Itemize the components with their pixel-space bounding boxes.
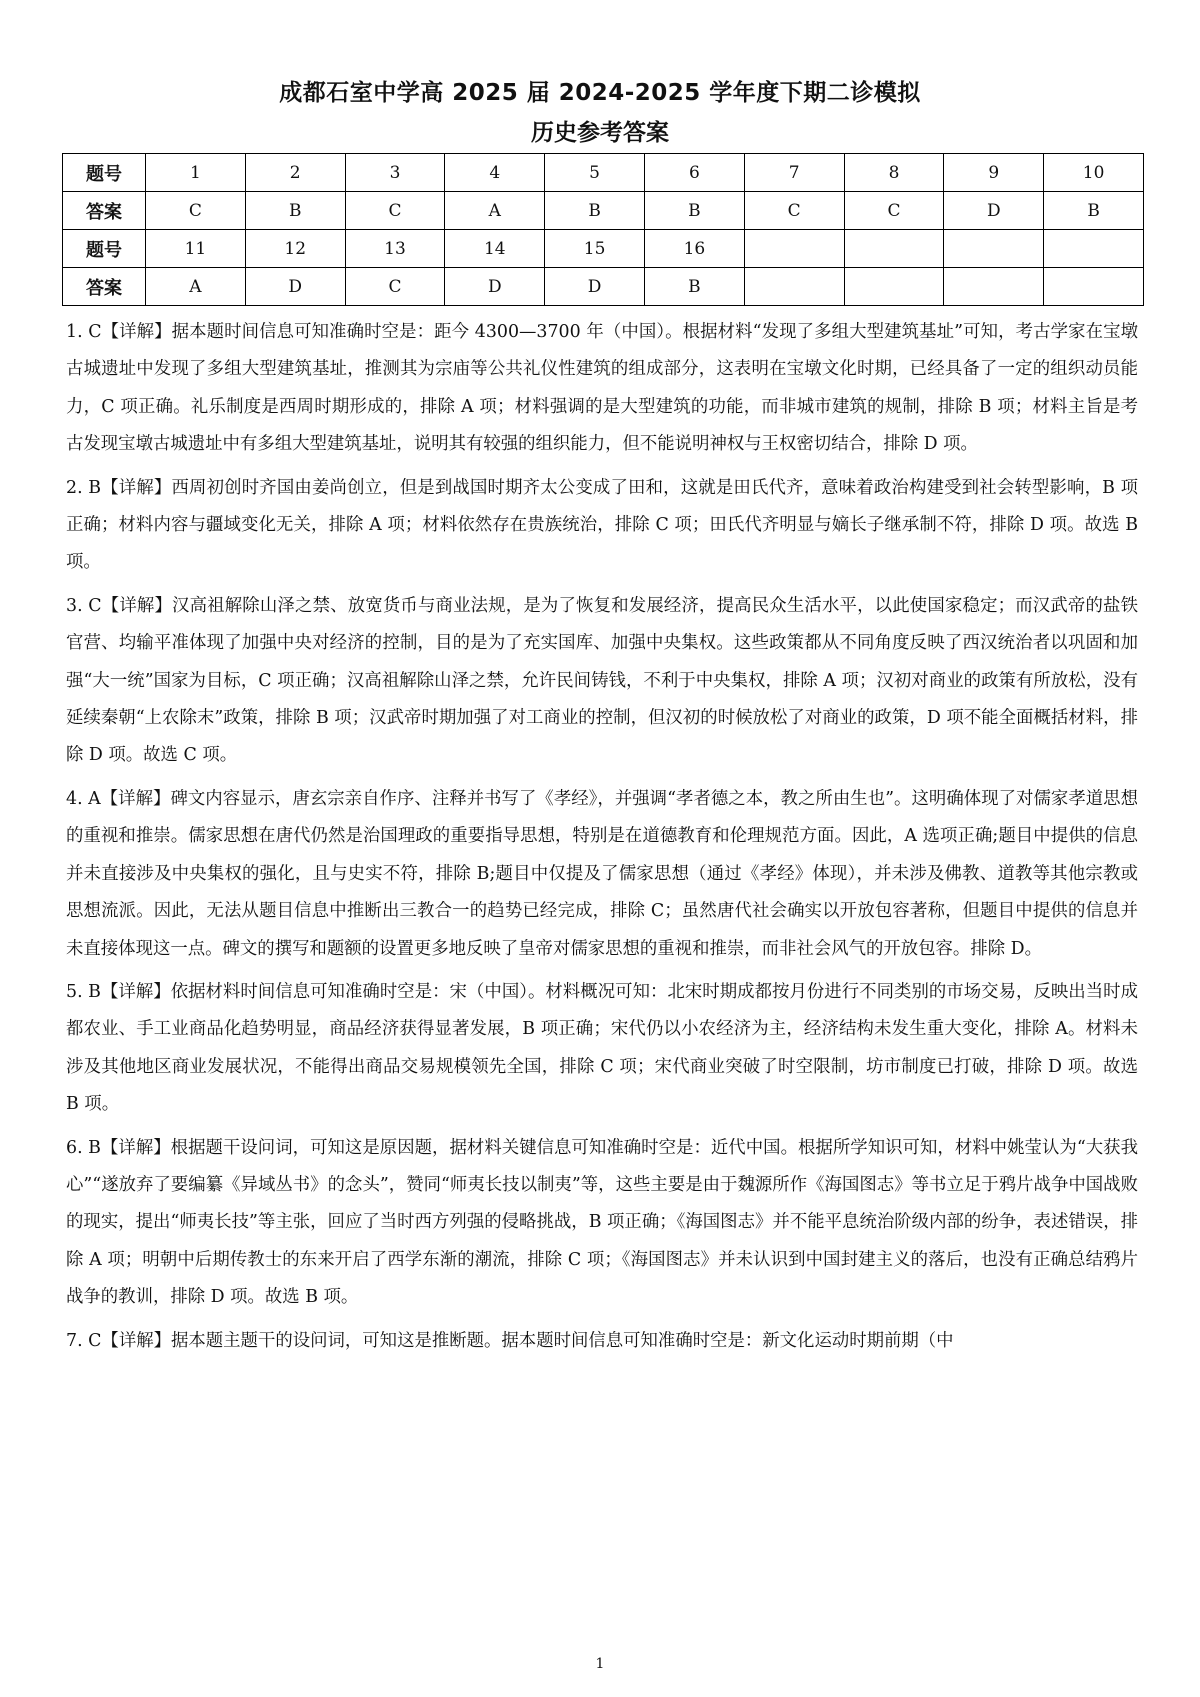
row-label: 答案 — [63, 268, 146, 306]
page-number: 1 — [595, 1656, 605, 1672]
table-cell — [844, 230, 944, 268]
table-cell — [1044, 268, 1144, 306]
table-cell: 8 — [844, 154, 944, 192]
table-cell: B — [245, 192, 345, 230]
row-label: 题号 — [63, 154, 146, 192]
table-cell: 13 — [345, 230, 445, 268]
explanation-paragraph: 2. B【详解】西周初创时齐国由姜尚创立，但是到战国时期齐太公变成了田和，这就是田氏代齐，意味着政治构建受到社会转型影响，B 项正确；材料内容与疆域变化无关，排除 A 项；材料依然存在贵族统治，排除 C 项；田氏代齐明显与嫡长子继承制不符，排除 D 项。故选 B 项。 — [66, 477, 1138, 573]
explanation-paragraph: 1. C【详解】据本题时间信息可知准确时空是：距今 4300—3700 年（中国）。根据材料“发现了多组大型建筑基址”可知，考古学家在宝墩古城遗址中发现了多组大型建筑基址，推测其为宗庙等公共礼仪性建筑的组成部分，这表明在宝墩文化时期，已经具备了一定的组织动员能力，C 项正确。礼乐制度是西周时期形成的，排除 A 项；材料强调的是大型建筑的功能，而非城市建筑的规制，排除 B 项；材料主旨是考古发现宝墩古城遗址中有多组大型建筑基址，说明其有较强的组织能力，但不能说明神权与王权密切结合，排除 D 项。 — [66, 322, 1138, 455]
table-cell: C — [345, 192, 445, 230]
table-cell — [944, 230, 1044, 268]
table-cell: D — [545, 268, 645, 306]
table-cell — [744, 268, 844, 306]
table-cell: 7 — [744, 154, 844, 192]
table-cell: B — [1044, 192, 1144, 230]
table-cell — [844, 268, 944, 306]
table-cell: 5 — [545, 154, 645, 192]
table-cell: C — [146, 192, 246, 230]
table-cell: C — [345, 268, 445, 306]
page-subtitle: 历史参考答案 — [531, 120, 669, 146]
table-cell: 6 — [644, 154, 744, 192]
table-row — [63, 268, 1144, 306]
page-title: 成都石室中学高 2025 届 2024-2025 学年度下期二诊模拟 — [279, 80, 921, 106]
table-row — [63, 230, 1144, 268]
table-cell: 11 — [146, 230, 246, 268]
table-cell: D — [445, 268, 545, 306]
explanation-paragraph: 3. C【详解】汉高祖解除山泽之禁、放宽货币与商业法规，是为了恢复和发展经济，提高民众生活水平，以此使国家稳定；而汉武帝的盐铁官营、均输平准体现了加强中央对经济的控制，目的是为了充实国库、加强中央集权。这些政策都从不同角度反映了西汉统治者以巩固和加强“大一统”国家为目标，C 项正确；汉高祖解除山泽之禁，允许民间铸钱，不利于中央集权，排除 A 项；汉初对商业的政策有所放松，没有延续秦朝“上农除末”政策，排除 B 项；汉武帝时期加强了对工商业的控制，但汉初的时候放松了对商业的政策，D 项不能全面概括材料，排除 D 项。故选 C 项。 — [66, 595, 1138, 766]
table-cell: B — [644, 192, 744, 230]
table-cell — [744, 230, 844, 268]
row-label: 题号 — [63, 230, 146, 268]
answer-table — [62, 153, 1144, 306]
table-cell: 2 — [245, 154, 345, 192]
explanation-paragraph: 6. B【详解】根据题干设问词，可知这是原因题，据材料关键信息可知准确时空是：近代中国。根据所学知识可知，材料中姚莹认为“大获我心”“遂放弃了要编纂《异域丛书》的念头”，赞同“师夷长技以制夷”等，这些主要是由于魏源所作《海国图志》等书立足于鸦片战争中国战败的现实，提出“师夷长技”等主张，回应了当时西方列强的侵略挑战，B 项正确；《海国图志》并不能平息统治阶级内部的纷争，表述错误，排除 A 项；明朝中后期传教士的东来开启了西学东渐的潮流，排除 C 项；《海国图志》并未认识到中国封建主义的落后，也没有正确总结鸦片战争的教训，排除 D 项。故选 B 项。 — [66, 1137, 1138, 1308]
table-cell: 9 — [944, 154, 1044, 192]
table-cell: C — [844, 192, 944, 230]
explanation-paragraph: 5. B【详解】依据材料时间信息可知准确时空是：宋（中国）。材料概况可知：北宋时期成都按月份进行不同类别的市场交易，反映出当时成都农业、手工业商品化趋势明显，商品经济获得显著发展，B 项正确；宋代仍以小农经济为主，经济结构未发生重大变化，排除 A。材料未涉及其他地区商业发展状况，不能得出商品交易规模领先全国，排除 C 项；宋代商业突破了时空限制，坊市制度已打破，排除 D 项。故选 B 项。 — [66, 981, 1138, 1115]
table-cell: B — [545, 192, 645, 230]
table-cell: 10 — [1044, 154, 1144, 192]
table-cell: C — [744, 192, 844, 230]
table-cell: B — [644, 268, 744, 306]
table-cell: 3 — [345, 154, 445, 192]
table-row — [63, 154, 1144, 192]
table-cell — [944, 268, 1044, 306]
table-cell: 4 — [445, 154, 545, 192]
table-cell: 12 — [245, 230, 345, 268]
table-cell: A — [445, 192, 545, 230]
table-cell: D — [944, 192, 1044, 230]
explanation-paragraph: 7. C【详解】据本题主题干的设问词，可知这是推断题。据本题时间信息可知准确时空是：新文化运动时期前期（中 — [66, 1330, 954, 1351]
explanations-section — [66, 314, 1138, 1366]
row-label: 答案 — [63, 192, 146, 230]
table-cell: 16 — [644, 230, 744, 268]
table-cell: D — [245, 268, 345, 306]
table-cell: A — [146, 268, 246, 306]
table-cell: 14 — [445, 230, 545, 268]
table-cell: 15 — [545, 230, 645, 268]
table-cell — [1044, 230, 1144, 268]
table-cell: 1 — [146, 154, 246, 192]
explanation-paragraph: 4. A【详解】碑文内容显示，唐玄宗亲自作序、注释并书写了《孝经》，并强调“孝者德之本，教之所由生也”。这明确体现了对儒家孝道思想的重视和推崇。儒家思想在唐代仍然是治国理政的重要指导思想，特别是在道德教育和伦理规范方面。因此，A 选项正确;题目中提供的信息并未直接涉及中央集权的强化，且与史实不符，排除 B;题目中仅提及了儒家思想（通过《孝经》体现），并未涉及佛教、道教等其他宗教或思想流派。因此，无法从题目信息中推断出三教合一的趋势已经完成，排除 C；虽然唐代社会确实以开放包容著称，但题目中提供的信息并未直接体现这一点。碑文的撰写和题额的设置更多地反映了皇帝对儒家思想的重视和推崇，而非社会风气的开放包容。排除 D。 — [66, 788, 1138, 959]
table-row — [63, 192, 1144, 230]
